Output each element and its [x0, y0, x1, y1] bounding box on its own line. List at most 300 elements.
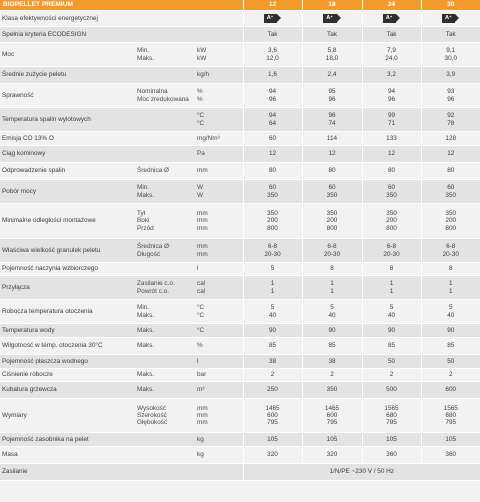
value-line: 800 — [326, 224, 338, 232]
row-label: Średnie zużycie peletu — [0, 67, 135, 84]
value-line: 7,9 — [387, 47, 396, 55]
row-unit — [195, 84, 243, 108]
value-cell — [421, 43, 480, 67]
energy-class-badge — [383, 14, 396, 23]
badge-letter: A — [445, 15, 450, 21]
row-unit — [195, 447, 243, 464]
row-unit — [195, 27, 243, 43]
value-line: 795 — [386, 419, 397, 427]
unit-line: °C — [197, 112, 205, 120]
badge-plus: + — [330, 14, 333, 19]
table-row — [0, 324, 480, 338]
value-line: 40 — [387, 311, 396, 319]
row-unit — [195, 369, 243, 382]
sublabel-line: Maks. — [137, 371, 155, 379]
value-cell — [302, 399, 362, 433]
badge-letter: A — [385, 15, 390, 21]
sublabel-line: Długość — [137, 250, 161, 258]
value-cell — [302, 239, 362, 263]
value-cell — [362, 11, 421, 27]
value-cell — [243, 300, 302, 324]
value-line: 12 — [268, 150, 277, 158]
value-line: 74 — [328, 119, 336, 127]
row-unit — [195, 433, 243, 447]
table-row — [0, 447, 480, 464]
row-sublabel — [135, 180, 195, 204]
value-cell — [302, 276, 362, 300]
unit-line: l — [197, 357, 199, 365]
row-unit — [195, 146, 243, 163]
value-cell — [302, 67, 362, 84]
value-line: 114 — [326, 134, 338, 142]
value-line: 1 — [330, 287, 334, 295]
value-cell — [362, 204, 421, 239]
row-unit — [195, 239, 243, 263]
value-line: 12 — [387, 150, 396, 158]
row-sublabel — [135, 447, 195, 464]
value-line: 92 — [447, 112, 455, 120]
value-cell — [302, 382, 362, 399]
table-row — [0, 263, 480, 276]
value-line: 1 — [270, 280, 275, 288]
value-line: 795 — [445, 419, 457, 427]
unit-line: mm — [197, 243, 208, 251]
table-row — [0, 132, 480, 146]
value-cell — [243, 180, 302, 204]
value-line: 350 — [326, 386, 338, 394]
value-line: 680 — [445, 411, 457, 419]
value-cell — [362, 163, 421, 180]
value-cell — [421, 447, 480, 464]
value-cell — [421, 204, 480, 239]
value-line: 250 — [267, 386, 278, 394]
value-cell — [243, 369, 302, 382]
value-cell — [421, 180, 480, 204]
unit-line: kW — [197, 47, 207, 55]
row-unit — [195, 300, 243, 324]
value-line: 1465 — [265, 404, 280, 412]
row-sublabel — [135, 43, 195, 67]
table-row — [0, 382, 480, 399]
value-line: 1565 — [443, 404, 458, 412]
row-unit — [195, 276, 243, 300]
model-header: 18 — [302, 0, 362, 11]
value-line: 90 — [387, 326, 396, 334]
sublabel-line: Maks. — [137, 54, 155, 62]
table-row — [0, 300, 480, 324]
value-line: 350 — [445, 210, 457, 218]
value-line: 2,4 — [327, 71, 337, 79]
sublabel-line: Szerokość — [137, 411, 167, 419]
value-cell — [243, 382, 302, 399]
value-line: 96 — [328, 112, 336, 120]
row-label: Temperatura wody — [0, 324, 135, 338]
row-sublabel — [135, 239, 195, 263]
unit-line: kg — [197, 451, 204, 459]
value-line: 350 — [386, 210, 397, 218]
sublabel-line: Min. — [137, 304, 150, 312]
row-unit — [195, 263, 243, 276]
value-line: 1 — [448, 280, 453, 288]
value-line: 90 — [328, 326, 336, 334]
table-row — [0, 433, 480, 447]
sublabel-line: Maks. — [137, 342, 155, 350]
value-cell — [362, 300, 421, 324]
value-line: 6-8 — [446, 243, 456, 251]
value-line: 1 — [389, 287, 394, 295]
sublabel-line: Przód — [137, 224, 154, 232]
value-cell — [243, 204, 302, 239]
value-cell — [421, 355, 480, 369]
value-line: 5,8 — [327, 47, 337, 55]
value-line: Tak — [445, 30, 456, 38]
unit-line: mm — [197, 217, 208, 225]
row-label: Ciąg kominowy — [0, 146, 135, 163]
value-line: 200 — [267, 217, 278, 225]
value-line: 94 — [268, 88, 277, 96]
row-unit — [195, 163, 243, 180]
value-line: 1 — [270, 287, 275, 295]
value-line: Tak — [327, 30, 337, 38]
unit-line: °C — [197, 311, 205, 319]
value-line: 80 — [268, 167, 277, 175]
unit-line: % — [197, 88, 203, 96]
value-line: 40 — [328, 311, 336, 319]
value-cell — [243, 324, 302, 338]
value-cell — [421, 263, 480, 276]
value-line: 350 — [445, 191, 457, 199]
row-sublabel — [135, 276, 195, 300]
row-sublabel — [135, 11, 195, 27]
value-line: 96 — [268, 95, 277, 103]
value-cell — [243, 27, 302, 43]
value-cell — [421, 382, 480, 399]
value-line: 99 — [387, 112, 396, 120]
value-line: 60 — [447, 184, 455, 192]
value-cell — [362, 447, 421, 464]
table-row — [0, 146, 480, 163]
value-line: 8 — [330, 265, 334, 273]
value-cell — [302, 369, 362, 382]
value-line: 1 — [389, 280, 394, 288]
row-unit — [195, 67, 243, 84]
value-line: 320 — [326, 451, 338, 459]
value-cell — [243, 263, 302, 276]
row-sublabel — [135, 67, 195, 84]
row-label: Temperatura spalin wylotowych — [0, 108, 135, 132]
value-cell — [302, 43, 362, 67]
value-cell — [421, 399, 480, 433]
value-line: 200 — [326, 217, 338, 225]
value-line: 320 — [267, 451, 278, 459]
value-line: 5 — [389, 304, 394, 312]
table-row — [0, 180, 480, 204]
table-row — [0, 67, 480, 84]
row-label: Ciśnienie robocze — [0, 369, 135, 382]
row-sublabel — [135, 324, 195, 338]
sublabel-line: Min. — [137, 47, 150, 55]
value-cell — [243, 276, 302, 300]
sublabel-line: Maks. — [137, 386, 155, 394]
value-line: 350 — [326, 210, 338, 218]
row-label: Pojemność naczynia wzbiorczego — [0, 263, 135, 276]
value-line: 795 — [326, 419, 338, 427]
sublabel-line: Wysokość — [137, 404, 167, 412]
row-sublabel — [135, 338, 195, 355]
value-cell — [421, 300, 480, 324]
value-line: 90 — [268, 326, 277, 334]
value-line: 6-8 — [327, 243, 337, 251]
value-line: 2 — [389, 371, 394, 379]
sublabel-line: Maks. — [137, 191, 155, 199]
unit-line: mm — [197, 419, 208, 427]
value-cell — [362, 433, 421, 447]
value-cell — [302, 447, 362, 464]
value-cell — [302, 263, 362, 276]
value-line: 20-30 — [264, 250, 281, 258]
value-line: 105 — [386, 435, 397, 443]
value-line: 20-30 — [383, 250, 400, 258]
value-cell — [302, 132, 362, 146]
sublabel-line: Średnica Ø — [137, 167, 169, 175]
value-line: 60 — [387, 184, 396, 192]
row-sublabel — [135, 369, 195, 382]
value-cell — [302, 146, 362, 163]
model-header: 30 — [421, 0, 480, 11]
sublabel-line: Boki — [137, 217, 150, 225]
value-line: 350 — [386, 191, 397, 199]
value-cell — [421, 146, 480, 163]
value-line: 30,0 — [444, 54, 457, 62]
value-cell — [421, 324, 480, 338]
value-line: 1,6 — [268, 71, 277, 79]
row-label: Robocza temperatura otoczenia — [0, 300, 135, 324]
value-line: 90 — [447, 326, 455, 334]
product-title: BIOPELLET PREMIUM — [0, 0, 243, 11]
sublabel-line: Maks. — [137, 326, 155, 334]
value-cell — [362, 369, 421, 382]
value-line: 94 — [268, 112, 277, 120]
value-line: 795 — [267, 419, 278, 427]
sublabel-line: Średnica Ø — [137, 243, 169, 251]
sublabel-line: Głębokość — [137, 419, 168, 427]
value-line: 200 — [445, 217, 457, 225]
row-unit — [195, 464, 243, 481]
unit-line: kW — [197, 54, 207, 62]
value-line: 38 — [268, 357, 277, 365]
value-line: 360 — [386, 451, 397, 459]
model-header: 12 — [243, 0, 302, 11]
value-line: Tak — [386, 30, 397, 38]
sublabel-line: Tył — [137, 210, 146, 218]
value-line: 600 — [445, 386, 457, 394]
value-line: 8 — [389, 265, 394, 273]
value-cell — [243, 338, 302, 355]
value-line: 71 — [387, 119, 396, 127]
row-unit — [195, 11, 243, 27]
value-line: 3,9 — [446, 71, 456, 79]
value-line: 80 — [387, 167, 396, 175]
sublabel-line: Maks. — [137, 311, 155, 319]
value-line: 350 — [326, 191, 338, 199]
unit-line: °C — [197, 304, 205, 312]
unit-line: mm — [197, 411, 208, 419]
value-cell — [302, 108, 362, 132]
unit-line: kg/h — [197, 71, 210, 79]
value-line: 50 — [387, 357, 396, 365]
unit-line: cal — [197, 280, 206, 288]
spec-table-body — [0, 11, 480, 481]
table-row — [0, 369, 480, 382]
unit-line: mm — [197, 224, 208, 232]
row-unit — [195, 43, 243, 67]
value-line: 85 — [328, 342, 336, 350]
value-line: 200 — [386, 217, 397, 225]
value-cell — [421, 67, 480, 84]
value-line: 1 — [448, 287, 453, 295]
value-cell — [362, 399, 421, 433]
value-cell — [302, 11, 362, 27]
value-line: 350 — [267, 210, 278, 218]
table-header-row — [0, 0, 480, 11]
value-line: 360 — [445, 451, 457, 459]
table-row — [0, 239, 480, 263]
sublabel-line: Powrót c.o. — [137, 287, 169, 295]
value-cell — [421, 433, 480, 447]
row-unit — [195, 338, 243, 355]
value-cell — [243, 433, 302, 447]
merged-value-cell: 1/N/PE ~230 V / 50 Hz — [243, 464, 480, 481]
row-unit — [195, 355, 243, 369]
value-cell — [421, 11, 480, 27]
row-label: Klasa efektywności energetycznej — [0, 11, 135, 27]
value-line: 800 — [445, 224, 457, 232]
value-line: 6-8 — [267, 243, 278, 251]
badge-letter: A — [326, 15, 331, 21]
value-line: 680 — [386, 411, 397, 419]
value-cell — [362, 132, 421, 146]
row-sublabel — [135, 204, 195, 239]
unit-line: m³ — [197, 386, 205, 394]
table-row — [0, 11, 480, 27]
table-row — [0, 43, 480, 67]
value-cell — [421, 276, 480, 300]
sublabel-line: Zasilanie c.o. — [137, 280, 175, 288]
unit-line: °C — [197, 119, 205, 127]
sublabel-line: Nominalna — [137, 88, 168, 96]
unit-line: mm — [197, 167, 208, 175]
value-line: 105 — [326, 435, 338, 443]
value-cell — [421, 27, 480, 43]
value-line: 85 — [268, 342, 277, 350]
row-sublabel — [135, 382, 195, 399]
value-cell — [243, 132, 302, 146]
row-sublabel — [135, 464, 195, 481]
table-row — [0, 276, 480, 300]
row-unit — [195, 180, 243, 204]
row-unit — [195, 132, 243, 146]
row-sublabel — [135, 27, 195, 43]
row-sublabel — [135, 300, 195, 324]
value-line: 128 — [445, 134, 457, 142]
value-line: 1465 — [324, 404, 340, 412]
unit-line: °C — [197, 326, 205, 334]
value-cell — [421, 163, 480, 180]
row-label: Moc — [0, 43, 135, 67]
row-unit — [195, 108, 243, 132]
row-unit — [195, 204, 243, 239]
table-row — [0, 108, 480, 132]
value-line: 78 — [447, 119, 455, 127]
value-line: 64 — [268, 119, 277, 127]
value-line: 5 — [330, 304, 334, 312]
value-cell — [302, 27, 362, 43]
value-line: 60 — [268, 134, 277, 142]
row-label: Masa — [0, 447, 135, 464]
row-label: Minimalne odległości montażowe — [0, 204, 135, 239]
value-line: 20-30 — [323, 250, 341, 258]
row-label: Pojemność płaszcza wodnego — [0, 355, 135, 369]
value-cell — [243, 11, 302, 27]
value-cell — [302, 204, 362, 239]
value-line: 94 — [387, 88, 396, 96]
value-line: 40 — [447, 311, 455, 319]
value-line: 600 — [267, 411, 278, 419]
value-line: 9,1 — [446, 47, 456, 55]
value-cell — [243, 399, 302, 433]
value-line: 60 — [328, 184, 336, 192]
value-cell — [421, 338, 480, 355]
value-line: 105 — [267, 435, 278, 443]
value-line: 3,6 — [268, 47, 277, 55]
value-cell — [421, 369, 480, 382]
unit-line: mm — [197, 404, 208, 412]
badge-plus: + — [389, 14, 393, 19]
table-row — [0, 27, 480, 43]
value-cell — [362, 239, 421, 263]
energy-class-badge — [323, 14, 336, 23]
value-line: 8 — [448, 265, 453, 273]
unit-line: W — [197, 184, 204, 192]
value-line: 85 — [387, 342, 396, 350]
value-cell — [243, 163, 302, 180]
value-cell — [362, 338, 421, 355]
row-sublabel — [135, 108, 195, 132]
value-line: 2 — [448, 371, 453, 379]
value-line: 1565 — [384, 404, 399, 412]
row-label: Sprawność — [0, 84, 135, 108]
value-cell — [302, 84, 362, 108]
row-label: Kubatura grzewcza — [0, 382, 135, 399]
unit-line: mg/Nm³ — [197, 134, 220, 142]
unit-line: mm — [197, 250, 208, 258]
value-line: 80 — [447, 167, 455, 175]
value-line: 2 — [270, 371, 275, 379]
sublabel-line: Min. — [137, 184, 150, 192]
value-cell — [362, 43, 421, 67]
row-label: Zasilanie — [0, 464, 135, 481]
value-line: 12 — [447, 150, 455, 158]
badge-letter: A — [266, 15, 271, 21]
value-cell — [362, 27, 421, 43]
value-cell — [302, 163, 362, 180]
value-cell — [421, 84, 480, 108]
unit-line: kg — [197, 435, 204, 443]
unit-line: % — [197, 95, 203, 103]
value-line: 5 — [270, 265, 275, 273]
value-line: 12 — [328, 150, 336, 158]
row-sublabel — [135, 399, 195, 433]
